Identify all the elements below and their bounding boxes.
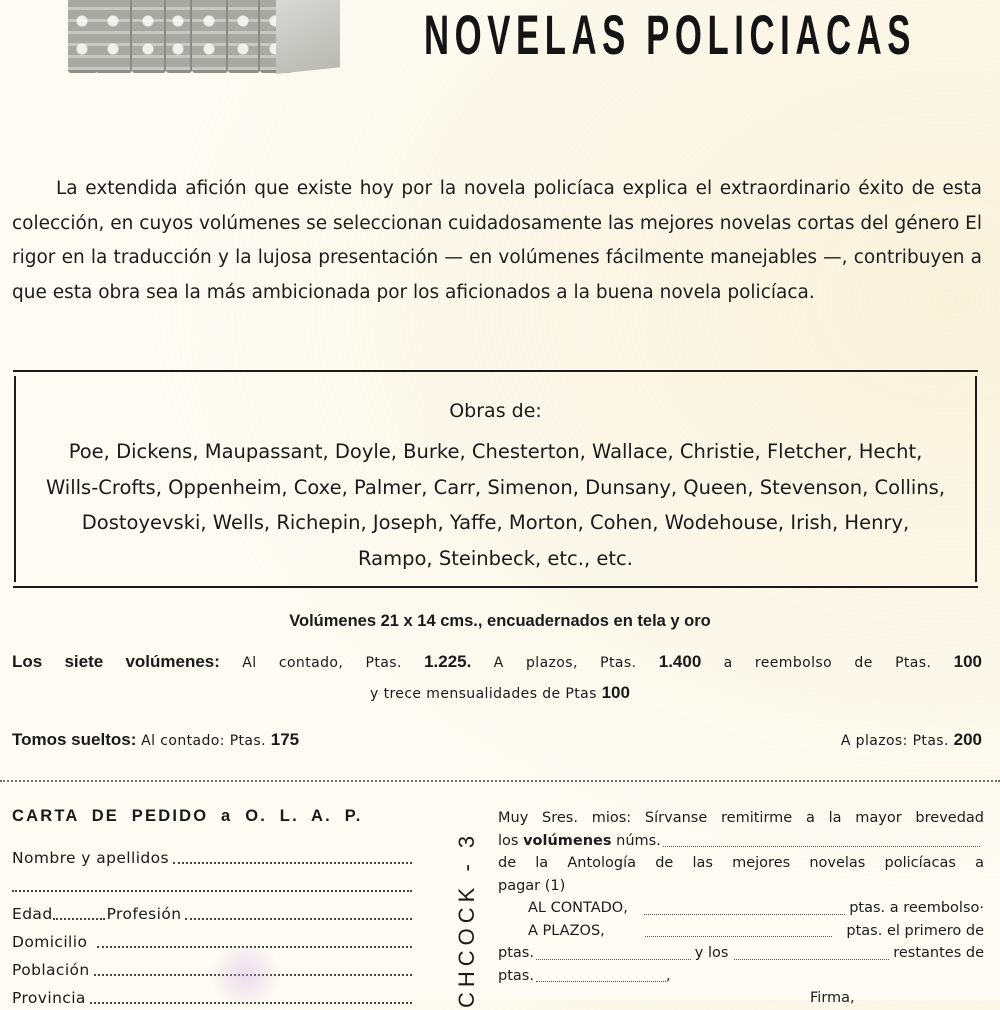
- order-letter: [498, 807, 984, 1010]
- letter-line: [498, 807, 984, 830]
- ptas-label-2: ptas.: [498, 967, 534, 984]
- set-cash-text: Al contado, Ptas.: [242, 655, 402, 671]
- set-price-line: [12, 652, 982, 672]
- y-los-label: y los: [694, 945, 729, 961]
- letter-line: [498, 875, 984, 898]
- book-spine: [192, 0, 228, 73]
- set-installment-text: A plazos, Ptas.: [493, 655, 637, 671]
- book-set-illustration: [68, 0, 340, 74]
- monthly-text: y trece mensualidades de Ptas: [370, 686, 597, 702]
- set-installment-price: 1.400: [658, 652, 702, 671]
- cash-option[interactable]: [498, 897, 984, 920]
- cash-label: AL CONTADO,: [528, 900, 628, 916]
- single-installment-line: [841, 730, 982, 750]
- installment-amount-input[interactable]: [645, 936, 833, 937]
- monthly-price: 100: [601, 683, 630, 702]
- letter-pagar: pagar (1): [498, 877, 566, 894]
- single-cash-price: 175: [270, 730, 300, 749]
- single-installment-price: 200: [953, 730, 982, 749]
- name-field[interactable]: [12, 846, 412, 868]
- installment-suffix: ptas. el primero de: [846, 922, 984, 939]
- book-spine: [132, 0, 166, 73]
- volumes-field[interactable]: [498, 830, 984, 853]
- first-payment-input[interactable]: [536, 959, 691, 960]
- letter-nums: núms.: [616, 832, 661, 849]
- set-label: Los siete volúmenes:: [12, 652, 220, 671]
- letter-anthology: de la Antología de las mejores novelas policíacas a: [498, 855, 984, 871]
- book-spine: [68, 0, 98, 73]
- address-label: Domicilio: [12, 933, 88, 951]
- monthly-price-line: [0, 683, 1000, 703]
- single-label: Tomos sueltos:: [12, 730, 137, 749]
- installment-label: A PLAZOS,: [528, 922, 605, 939]
- ptas-comma: ,: [665, 967, 671, 984]
- authors-list: Poe, Dickens, Maupassant, Doyle, Burke, Chesterton, Wallace, Christie, Fletcher, Hecht, Wills-Crofts, Oppenheim, Coxe, Palmer, Carr, Simenon, Dunsany, Queen, Stevenson, Collins, Dostoyevski, Wells, Richepin, Joseph, Yaffe, Morton, Cohen, Wodehouse, Irish, Henry, Rampo, Steinbeck, etc., etc.: [45, 440, 946, 570]
- name-input-line[interactable]: [173, 862, 412, 864]
- single-cash-text: Al contado: Ptas.: [141, 733, 266, 749]
- page-title: NOVELAS POLICIACAS: [424, 3, 917, 66]
- profession-label: Profesión: [106, 905, 182, 923]
- volumes-input-line[interactable]: [663, 846, 980, 847]
- book-spine: [166, 0, 192, 73]
- age-label: Edad: [12, 905, 53, 923]
- cash-suffix: ptas. a reembolso·: [849, 900, 984, 916]
- letter-volumenes: volúmenes: [523, 832, 612, 849]
- signature-row[interactable]: [498, 987, 984, 1010]
- order-form-title: CARTA DE PEDIDO a O. L. A. P.: [12, 807, 363, 825]
- signature-label: Firma,: [810, 990, 855, 1006]
- book-spine: [228, 0, 260, 73]
- authors-box: [13, 370, 978, 588]
- book-case: [276, 0, 340, 74]
- name-field-continuation[interactable]: [12, 874, 412, 896]
- volume-specs: Volúmenes 21 x 14 cms., encuadernados en tela y oro: [289, 612, 711, 630]
- remaining-count-input[interactable]: [734, 959, 889, 960]
- letter-line: [498, 852, 984, 875]
- set-cod-text: a reembolso de Ptas.: [723, 655, 932, 671]
- set-cod-price: 100: [953, 652, 982, 671]
- letter-greeting: Muy Sres. mios: Sírvanse remitirme a la mayor brevedad: [498, 810, 984, 826]
- intro-text: La extendida afición que existe hoy por la novela policíaca explica el extraordinario éxito de esta colección, en cuyos volúmenes se seleccionan cuidadosamente las mejores novelas cortas del género El rigor en la traducción y la lujosa presentación — en volúmenes fácilmente manejables —, contribuyen a que esta obra sea la más ambicionada por los aficionados a la buena novela policíaca.: [12, 178, 982, 303]
- remaining-amount[interactable]: [498, 965, 984, 988]
- book-spine: [96, 0, 132, 73]
- cut-line-divider: [0, 780, 1000, 782]
- ptas-label: ptas.: [498, 945, 534, 961]
- age-profession-field[interactable]: [12, 902, 412, 924]
- profession-input-line[interactable]: [185, 918, 412, 920]
- authors-heading: Obras de:: [449, 400, 542, 422]
- cash-amount-input[interactable]: [644, 914, 845, 915]
- single-installment-text: A plazos: Ptas.: [840, 733, 949, 749]
- single-cash-line: [12, 730, 299, 750]
- letter-los: los: [498, 832, 519, 849]
- intro-paragraph: [12, 172, 982, 310]
- province-label: Provincia: [12, 989, 86, 1007]
- vertical-code-label: CHCOCK - 3: [454, 830, 479, 1008]
- set-cash-price: 1.225.: [424, 652, 472, 671]
- address-field[interactable]: [12, 930, 412, 952]
- town-label: Población: [12, 961, 90, 979]
- name-label: Nombre y apellidos: [12, 849, 170, 867]
- installment-option[interactable]: [498, 920, 984, 943]
- installment-detail[interactable]: [498, 942, 984, 965]
- age-input-line[interactable]: [53, 918, 105, 920]
- restantes-label: restantes de: [893, 945, 985, 961]
- remaining-amount-input[interactable]: [536, 981, 666, 982]
- name-input-line-2[interactable]: [12, 890, 412, 892]
- faded-stamp: [205, 945, 285, 1005]
